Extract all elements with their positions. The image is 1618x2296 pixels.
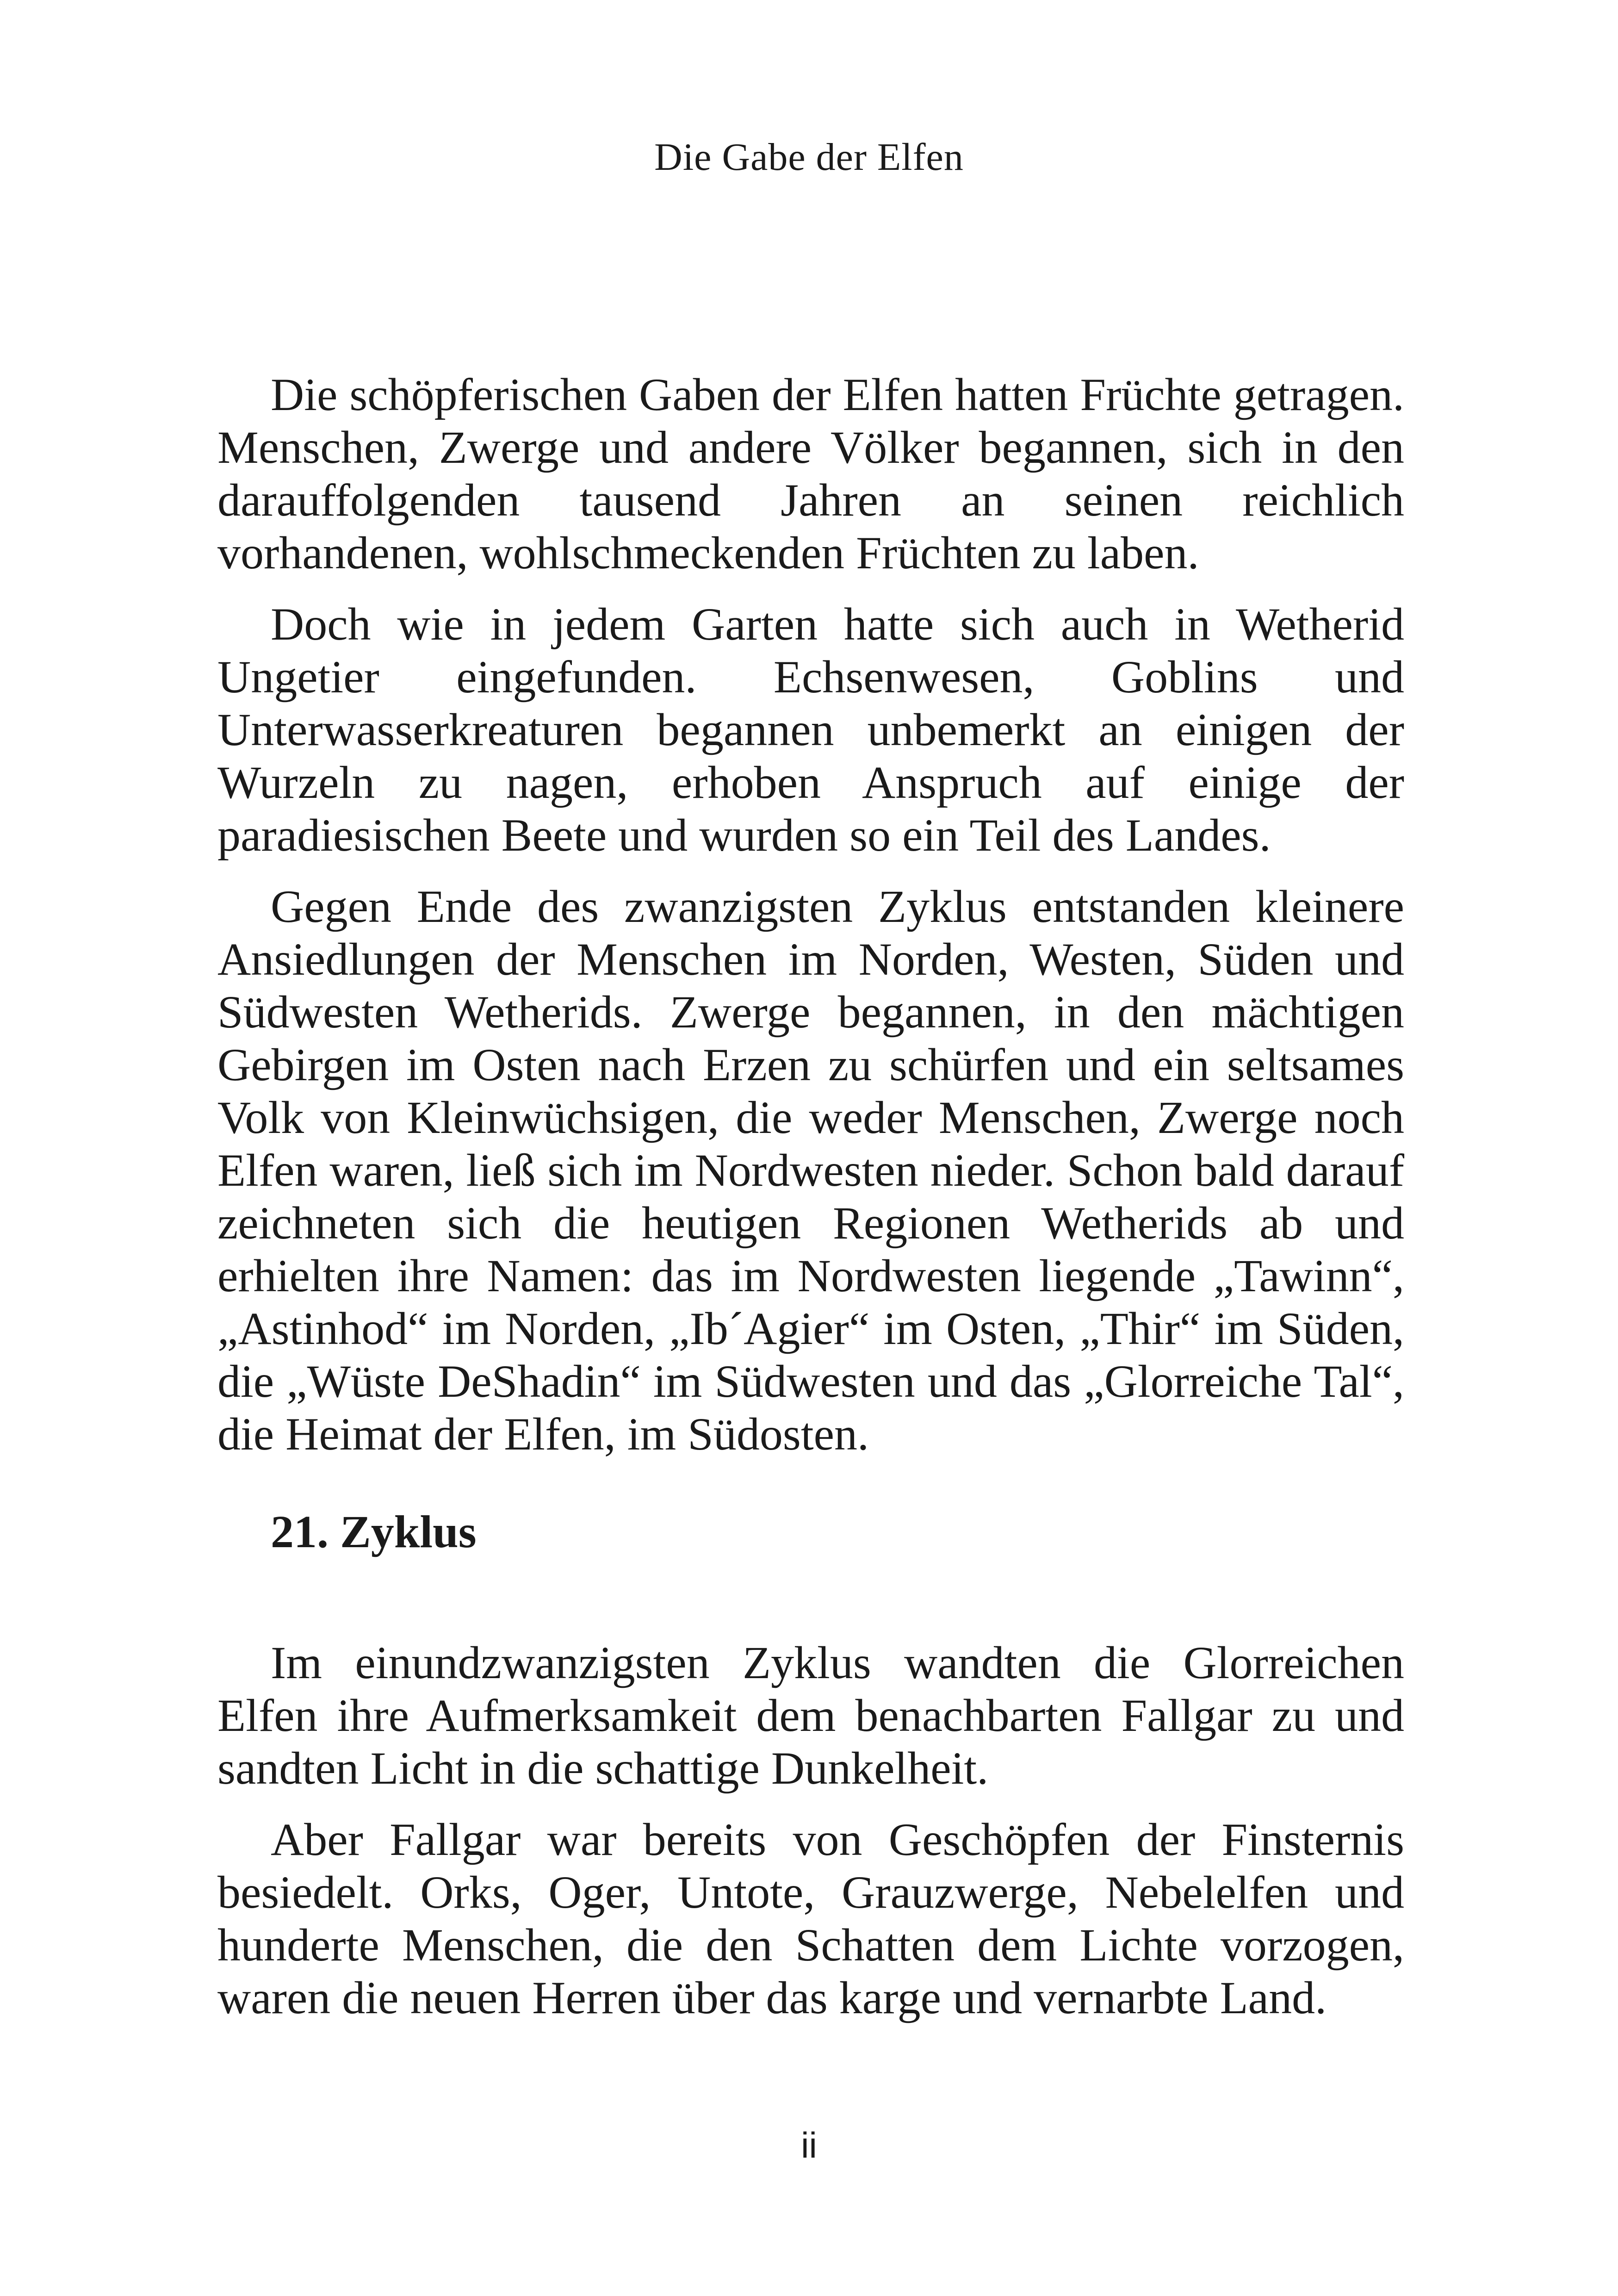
paragraph: Aber Fallgar war bereits von Geschöpfen der Finsternis besiedelt. Orks, Oger, Untote, Grauzwerge, Nebelelfen und hunderte Menschen, die den Schatten dem Lichte vorzogen, waren die neuen Herren über das karge und vernarbte Land.: [217, 1814, 1404, 2023]
section-heading: 21. Zyklus: [271, 1506, 477, 1557]
paragraph: Gegen Ende des zwanzigsten Zyklus entstanden kleinere Ansiedlungen der Menschen im Norden, Westen, Süden und Südwesten Wetherids. Zwerge begannen, in den mächtigen Gebirgen im Osten nach Erzen zu schürfen und ein seltsames Volk von Kleinwüchsigen, die weder Menschen, Zwerge noch Elfen waren, ließ sich im Nordwesten nieder. Schon bald darauf zeichneten sich die heutigen Regionen Wetherids ab und erhielten ihre Namen: das im Nordwesten liegende „Tawinn“, „Astinhod“ im Norden, „Ib´Agier“ im Osten, „Thir“ im Süden, die „Wüste DeShadin“ im Südwesten und das „Glorreiche Tal“, die Heimat der Elfen, im Südosten.: [217, 881, 1404, 1460]
running-header: Die Gabe der Elfen: [654, 136, 964, 179]
page-number: ii: [801, 2125, 817, 2165]
body-text-before-heading: [217, 368, 1404, 1461]
paragraph: Doch wie in jedem Garten hatte sich auch in Wetherid Ungetier eingefunden. Echsenwesen, Goblins und Unterwasserkreaturen begannen unbemerkt an einigen der Wurzeln zu nagen, erhoben Anspruch auf einige der paradiesischen Beete und wurden so ein Teil des Landes.: [217, 598, 1404, 861]
body-text-after-heading: [217, 1636, 1404, 2024]
paragraph: Im einundzwanzigsten Zyklus wandten die Glorreichen Elfen ihre Aufmerksamkeit dem benachbarten Fallgar zu und sandten Licht in die schattige Dunkelheit.: [217, 1637, 1404, 1794]
paragraph: Die schöpferischen Gaben der Elfen hatten Früchte getragen. Menschen, Zwerge und andere Völker begannen, sich in den darauffolgenden tausend Jahren an seinen reichlich vorhandenen, wohlschmeckenden Früchten zu laben.: [217, 369, 1404, 579]
